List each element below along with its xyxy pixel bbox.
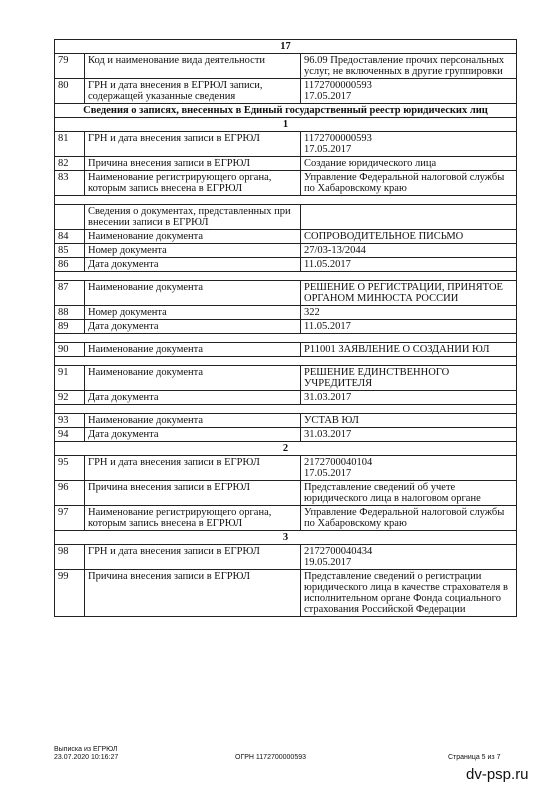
row-number: 86 [55, 258, 85, 272]
row-number: 94 [55, 428, 85, 442]
table-row [55, 343, 517, 357]
footer-doc-info [54, 746, 118, 762]
section-number: 2 [55, 442, 517, 456]
row-label: Дата документа [85, 391, 301, 405]
grn-value: 1172700000593 [304, 133, 372, 144]
table-row [55, 481, 517, 506]
table-row [55, 258, 517, 272]
row-number: 96 [55, 481, 85, 506]
row-number: 97 [55, 506, 85, 531]
row-value: Управление Федеральной налоговой службы по Хабаровскому краю [301, 506, 517, 531]
docs-header: Сведения о документах, представленных при внесении записи в ЕГРЮЛ [85, 205, 301, 230]
row-value: РЕШЕНИЕ О РЕГИСТРАЦИИ, ПРИНЯТОЕ ОРГАНОМ МИНЮСТА РОССИИ [301, 281, 517, 306]
row-value: СОПРОВОДИТЕЛЬНОЕ ПИСЬМО [301, 230, 517, 244]
row-label: Номер документа [85, 244, 301, 258]
row-number: 84 [55, 230, 85, 244]
table-row [55, 570, 517, 617]
spacer-cell [55, 196, 517, 205]
table-row [55, 244, 517, 258]
footer-doc-name: Выписка из ЕГРЮЛ [54, 746, 118, 753]
row-number: 98 [55, 545, 85, 570]
row-number: 81 [55, 132, 85, 157]
spacer-row [55, 405, 517, 414]
row-value: 27/03-13/2044 [301, 244, 517, 258]
spacer-row [55, 196, 517, 205]
row-value [301, 79, 517, 104]
grn-value: 2172700040434 [304, 546, 373, 557]
table-row [55, 428, 517, 442]
empty-cell [55, 205, 85, 230]
row-label: ГРН и дата внесения в ЕГРЮЛ записи, содержащей указанные сведения [85, 79, 301, 104]
row-number: 82 [55, 157, 85, 171]
docs-header-row [55, 205, 517, 230]
row-number: 80 [55, 79, 85, 104]
table-row [55, 391, 517, 405]
row-number: 87 [55, 281, 85, 306]
row-value: Управление Федеральной налоговой службы по Хабаровскому краю [301, 171, 517, 196]
table-row [55, 506, 517, 531]
row-number: 93 [55, 414, 85, 428]
row-number: 89 [55, 320, 85, 334]
row-label: Наименование регистрирующего органа, которым запись внесена в ЕГРЮЛ [85, 171, 301, 196]
row-label: ГРН и дата внесения записи в ЕГРЮЛ [85, 132, 301, 157]
row-label: Причина внесения записи в ЕГРЮЛ [85, 157, 301, 171]
row-value: 11.05.2017 [301, 320, 517, 334]
table-row [55, 171, 517, 196]
section-row [55, 442, 517, 456]
table-row [55, 79, 517, 104]
footer-page-number: Страница 5 из 7 [448, 754, 501, 761]
table-row [55, 230, 517, 244]
row-number: 90 [55, 343, 85, 357]
spacer-row [55, 357, 517, 366]
table-row [55, 366, 517, 391]
egrul-table [54, 39, 517, 617]
section-row [55, 118, 517, 132]
row-value: 31.03.2017 [301, 428, 517, 442]
row-value: Представление сведений об учете юридического лица в налоговом органе [301, 481, 517, 506]
section-row [55, 531, 517, 545]
row-value: РЕШЕНИЕ ЕДИНСТВЕННОГО УЧРЕДИТЕЛЯ [301, 366, 517, 391]
row-label: Номер документа [85, 306, 301, 320]
row-label: Дата документа [85, 428, 301, 442]
row-value [301, 545, 517, 570]
row-label: Дата документа [85, 320, 301, 334]
spacer-cell [55, 334, 517, 343]
spacer-cell [55, 272, 517, 281]
spacer-row [55, 334, 517, 343]
table-row [55, 281, 517, 306]
date-value: 19.05.2017 [304, 557, 352, 568]
row-number: 91 [55, 366, 85, 391]
row-number: 83 [55, 171, 85, 196]
row-value: Р11001 ЗАЯВЛЕНИЕ О СОЗДАНИИ ЮЛ [301, 343, 517, 357]
row-value: 96.09 Предоставление прочих персональных услуг, не включенных в другие группировки [301, 54, 517, 79]
spacer-cell [55, 405, 517, 414]
row-label: ГРН и дата внесения записи в ЕГРЮЛ [85, 456, 301, 481]
grn-value: 1172700000593 [304, 80, 372, 91]
row-number: 95 [55, 456, 85, 481]
row-number: 85 [55, 244, 85, 258]
row-label: Код и наименование вида деятельности [85, 54, 301, 79]
date-value: 17.05.2017 [304, 468, 352, 479]
spacer-cell [55, 357, 517, 366]
row-value: 31.03.2017 [301, 391, 517, 405]
row-label: Причина внесения записи в ЕГРЮЛ [85, 570, 301, 617]
date-value: 17.05.2017 [304, 144, 352, 155]
row-value: УСТАВ ЮЛ [301, 414, 517, 428]
row-number: 88 [55, 306, 85, 320]
row-label: Наименование документа [85, 281, 301, 306]
row-value: Представление сведений о регистрации юридического лица в качестве страхователя в исполнительном органе Фонда социального страхования Российской Федерации [301, 570, 517, 617]
row-number: 99 [55, 570, 85, 617]
row-label: Наименование регистрирующего органа, которым запись внесена в ЕГРЮЛ [85, 506, 301, 531]
section-number: 17 [55, 40, 517, 54]
row-value: 11.05.2017 [301, 258, 517, 272]
table-row [55, 157, 517, 171]
row-label: Наименование документа [85, 343, 301, 357]
footer-ogrn: ОГРН 1172700000593 [235, 754, 306, 761]
row-value [301, 456, 517, 481]
row-label: ГРН и дата внесения записи в ЕГРЮЛ [85, 545, 301, 570]
row-label: Наименование документа [85, 366, 301, 391]
table-row [55, 320, 517, 334]
row-value: Создание юридического лица [301, 157, 517, 171]
table-row [55, 54, 517, 79]
grn-value: 2172700040104 [304, 457, 373, 468]
spacer-row [55, 272, 517, 281]
row-value [301, 132, 517, 157]
table-row [55, 306, 517, 320]
row-value: 322 [301, 306, 517, 320]
row-label: Дата документа [85, 258, 301, 272]
date-value: 17.05.2017 [304, 91, 352, 102]
records-header-row [55, 104, 517, 118]
table-row [55, 414, 517, 428]
table-row [55, 456, 517, 481]
watermark: dv-psp.ru [466, 766, 529, 783]
section-number: 1 [55, 118, 517, 132]
footer-doc-datetime: 23.07.2020 10:16:27 [54, 754, 119, 761]
row-number: 92 [55, 391, 85, 405]
row-label: Наименование документа [85, 230, 301, 244]
row-number: 79 [55, 54, 85, 79]
empty-cell [301, 205, 517, 230]
table-row [55, 545, 517, 570]
row-label: Причина внесения записи в ЕГРЮЛ [85, 481, 301, 506]
records-header: Сведения о записях, внесенных в Единый государственный реестр юридических лиц [55, 104, 517, 118]
row-label: Наименование документа [85, 414, 301, 428]
section-number: 3 [55, 531, 517, 545]
table-row [55, 132, 517, 157]
section-row [55, 40, 517, 54]
